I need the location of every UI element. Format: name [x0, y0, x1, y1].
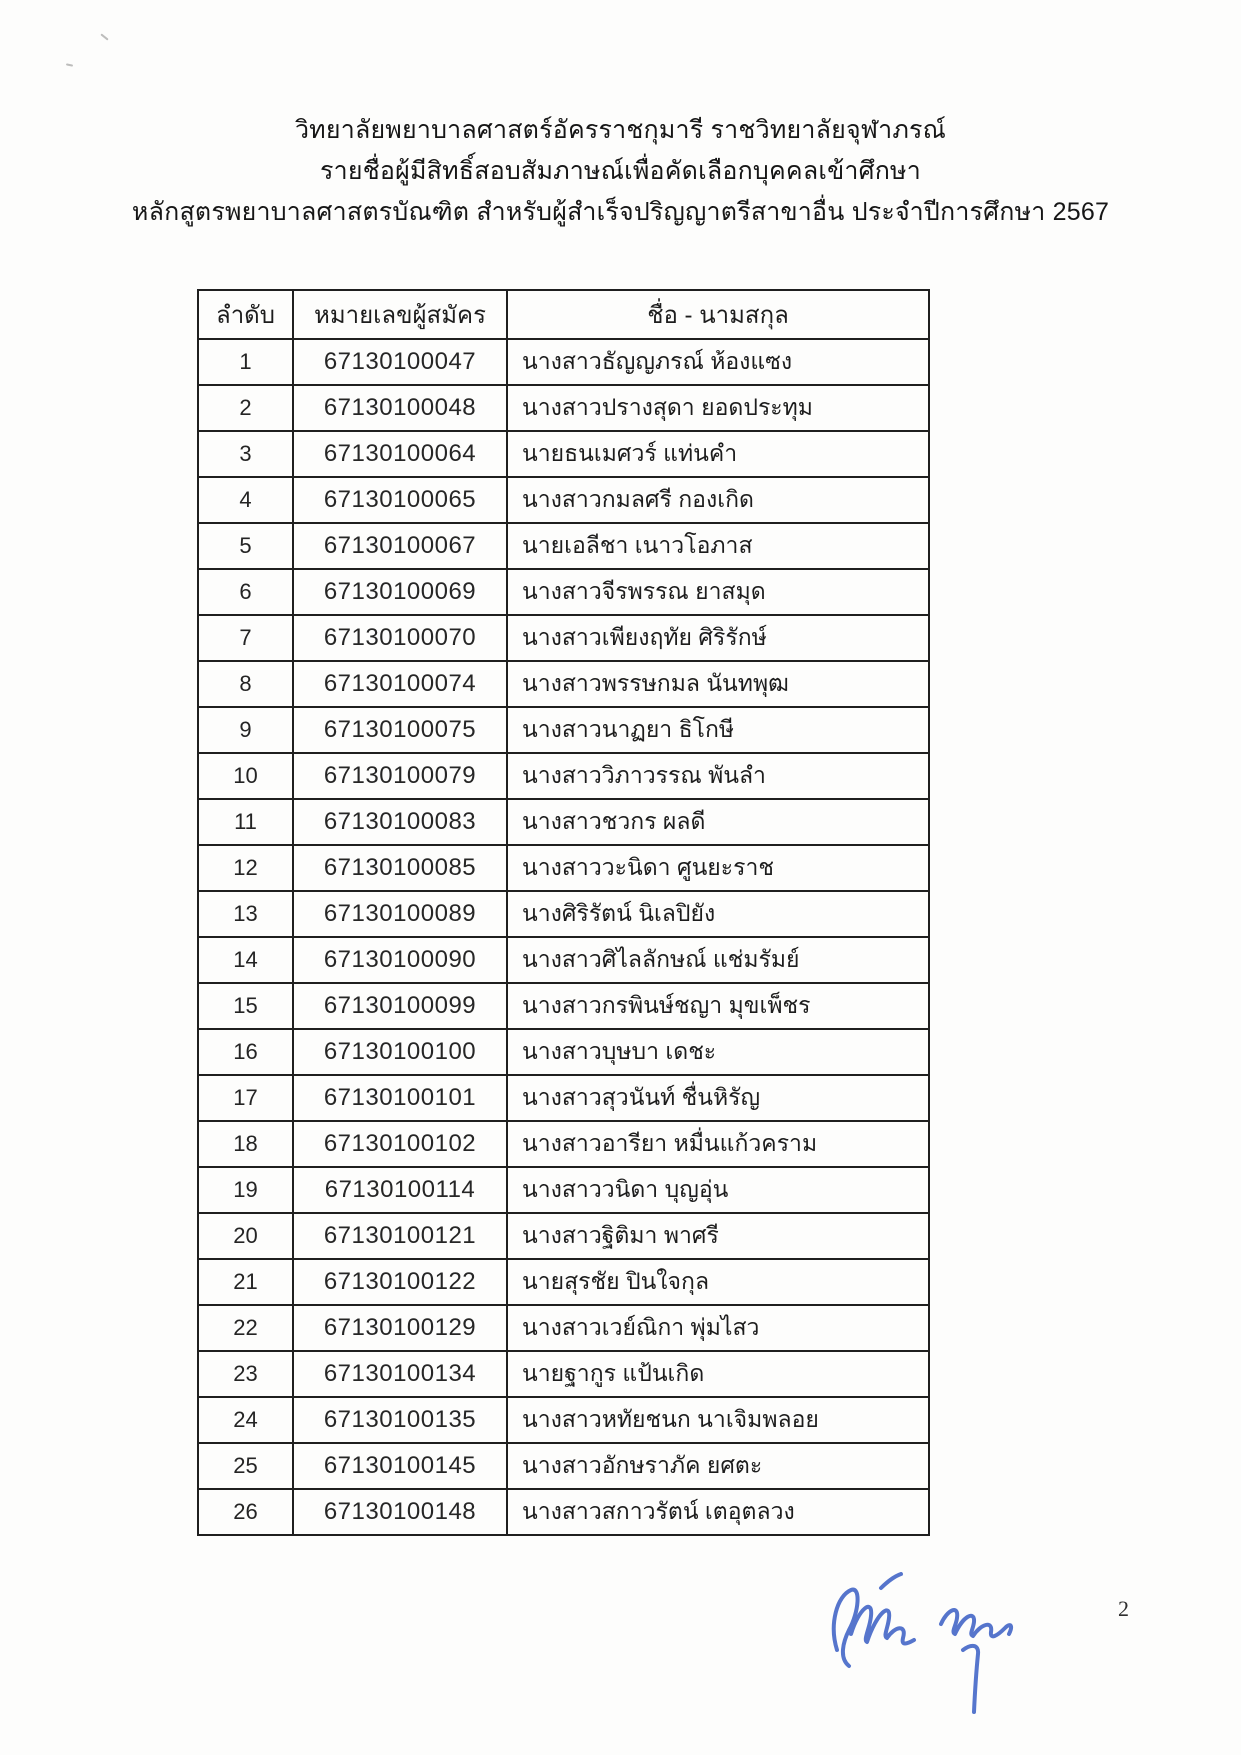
row-applicant-id: 67130100085 — [293, 845, 507, 891]
table-row — [198, 385, 929, 431]
row-order-number: 10 — [198, 753, 293, 799]
title-line-1: วิทยาลัยพยาบาลศาสตร์อัครราชกุมารี ราชวิทยาลัยจุฬาภรณ์ — [294, 116, 947, 144]
row-order-number: 1 — [198, 339, 293, 385]
row-applicant-id: 67130100145 — [293, 1443, 507, 1489]
scan-artifact — [66, 63, 73, 66]
row-applicant-name: นางสาวชวกร ผลดี — [507, 799, 929, 845]
row-applicant-id: 67130100100 — [293, 1029, 507, 1075]
row-order-number: 9 — [198, 707, 293, 753]
row-applicant-name: นางศิริรัตน์ นิเลปิยัง — [507, 891, 929, 937]
table-row — [198, 937, 929, 983]
row-order-number: 7 — [198, 615, 293, 661]
row-applicant-name: นางสาวสุวนันท์ ชื่นหิรัญ — [507, 1075, 929, 1121]
row-applicant-id: 67130100114 — [293, 1167, 507, 1213]
row-applicant-id: 67130100083 — [293, 799, 507, 845]
table-row — [198, 1397, 929, 1443]
row-applicant-name: นายเอลีชา เนาวโอภาส — [507, 523, 929, 569]
title-line-2: รายชื่อผู้มีสิทธิ์สอบสัมภาษณ์เพื่อคัดเลือกบุคคลเข้าศึกษา — [320, 157, 921, 185]
row-order-number: 18 — [198, 1121, 293, 1167]
applicant-table — [197, 289, 930, 1536]
table-row — [198, 339, 929, 385]
row-order-number: 21 — [198, 1259, 293, 1305]
row-order-number: 23 — [198, 1351, 293, 1397]
row-order-number: 16 — [198, 1029, 293, 1075]
table-row — [198, 707, 929, 753]
row-order-number: 8 — [198, 661, 293, 707]
row-order-number: 2 — [198, 385, 293, 431]
row-applicant-id: 67130100121 — [293, 1213, 507, 1259]
row-order-number: 26 — [198, 1489, 293, 1535]
row-applicant-name: นางสาวจีรพรรณ ยาสมุด — [507, 569, 929, 615]
table-row — [198, 1121, 929, 1167]
page-number: 2 — [1118, 1596, 1129, 1621]
row-applicant-name: นางสาวหทัยชนก นาเจิมพลอย — [507, 1397, 929, 1443]
table-row — [198, 477, 929, 523]
table-row — [198, 615, 929, 661]
row-applicant-name: นางสาวฐิติมา พาศรี — [507, 1213, 929, 1259]
table-row — [198, 1305, 929, 1351]
row-applicant-id: 67130100074 — [293, 661, 507, 707]
table-row — [198, 1213, 929, 1259]
row-applicant-name: นายธนเมศวร์ แท่นคำ — [507, 431, 929, 477]
row-applicant-name: นางสาวธัญญภรณ์ ห้องแซง — [507, 339, 929, 385]
signature-area — [815, 1572, 1030, 1727]
table-row — [198, 431, 929, 477]
header-order-number: ลำดับ — [198, 290, 293, 339]
row-applicant-id: 67130100089 — [293, 891, 507, 937]
row-applicant-name: นางสาววิภาวรรณ พันลำ — [507, 753, 929, 799]
row-applicant-name: นางสาวศิไลลักษณ์ แช่มรัมย์ — [507, 937, 929, 983]
row-applicant-id: 67130100047 — [293, 339, 507, 385]
table-row — [198, 753, 929, 799]
row-applicant-id: 67130100099 — [293, 983, 507, 1029]
table-row — [198, 661, 929, 707]
row-applicant-name: นายสุรชัย ปินใจกุล — [507, 1259, 929, 1305]
document-title — [0, 110, 1241, 233]
table-row — [198, 845, 929, 891]
table-row — [198, 1489, 929, 1535]
header-applicant-id: หมายเลขผู้สมัคร — [293, 290, 507, 339]
row-applicant-name: นางสาววะนิดา ศูนยะราช — [507, 845, 929, 891]
row-order-number: 17 — [198, 1075, 293, 1121]
row-order-number: 11 — [198, 799, 293, 845]
row-order-number: 15 — [198, 983, 293, 1029]
row-applicant-id: 67130100065 — [293, 477, 507, 523]
row-order-number: 13 — [198, 891, 293, 937]
row-order-number: 4 — [198, 477, 293, 523]
row-applicant-id: 67130100064 — [293, 431, 507, 477]
row-applicant-name: นายฐากูร แป้นเกิด — [507, 1351, 929, 1397]
row-applicant-id: 67130100070 — [293, 615, 507, 661]
row-order-number: 3 — [198, 431, 293, 477]
table-row — [198, 1351, 929, 1397]
row-applicant-name: นางสาวเวย์ณิกา พุ่มไสว — [507, 1305, 929, 1351]
row-applicant-name: นางสาวกมลศรี กองเกิด — [507, 477, 929, 523]
row-applicant-id: 67130100102 — [293, 1121, 507, 1167]
row-applicant-name: นางสาวปรางสุดา ยอดประทุม — [507, 385, 929, 431]
row-applicant-id: 67130100122 — [293, 1259, 507, 1305]
row-applicant-name: นางสาวสกาวรัตน์ เตอุตลวง — [507, 1489, 929, 1535]
row-order-number: 19 — [198, 1167, 293, 1213]
row-order-number: 24 — [198, 1397, 293, 1443]
row-applicant-name: นางสาวอารียา หมื่นแก้วคราม — [507, 1121, 929, 1167]
row-applicant-id: 67130100148 — [293, 1489, 507, 1535]
row-applicant-id: 67130100101 — [293, 1075, 507, 1121]
table-body — [198, 339, 929, 1535]
row-applicant-name: นางสาวพรรษกมล นันทพุฒ — [507, 661, 929, 707]
table-header-row — [198, 290, 929, 339]
table-row — [198, 799, 929, 845]
title-line-3: หลักสูตรพยาบาลศาสตรบัณฑิต สำหรับผู้สำเร็จปริญญาตรีสาขาอื่น ประจำปีการศึกษา 2567 — [131, 198, 1110, 226]
signature-ink — [815, 1572, 1030, 1727]
table-row — [198, 523, 929, 569]
table-row — [198, 1075, 929, 1121]
row-applicant-id: 67130100079 — [293, 753, 507, 799]
row-applicant-name: นางสาวเพียงฤทัย ศิริรักษ์ — [507, 615, 929, 661]
row-order-number: 22 — [198, 1305, 293, 1351]
row-order-number: 14 — [198, 937, 293, 983]
header-full-name: ชื่อ - นามสกุล — [507, 290, 929, 339]
row-applicant-id: 67130100090 — [293, 937, 507, 983]
table-row — [198, 1029, 929, 1075]
row-applicant-id: 67130100069 — [293, 569, 507, 615]
row-order-number: 6 — [198, 569, 293, 615]
row-applicant-name: นางสาววนิดา บุญอุ่น — [507, 1167, 929, 1213]
table-row — [198, 1443, 929, 1489]
table-row — [198, 1259, 929, 1305]
row-applicant-id: 67130100134 — [293, 1351, 507, 1397]
row-applicant-name: นางสาวอักษราภัค ยศตะ — [507, 1443, 929, 1489]
table-row — [198, 983, 929, 1029]
row-applicant-id: 67130100075 — [293, 707, 507, 753]
row-applicant-name: นางสาวบุษบา เดชะ — [507, 1029, 929, 1075]
row-applicant-id: 67130100135 — [293, 1397, 507, 1443]
table-row — [198, 891, 929, 937]
row-order-number: 20 — [198, 1213, 293, 1259]
table-row — [198, 1167, 929, 1213]
row-applicant-name: นางสาวนาฏยา ธิโกษี — [507, 707, 929, 753]
row-applicant-name: นางสาวกรพินษ์ชญา มุขเพ็ชร — [507, 983, 929, 1029]
row-applicant-id: 67130100129 — [293, 1305, 507, 1351]
row-order-number: 5 — [198, 523, 293, 569]
row-applicant-id: 67130100048 — [293, 385, 507, 431]
row-order-number: 12 — [198, 845, 293, 891]
scan-artifact — [100, 33, 108, 40]
table-row — [198, 569, 929, 615]
row-applicant-id: 67130100067 — [293, 523, 507, 569]
row-order-number: 25 — [198, 1443, 293, 1489]
